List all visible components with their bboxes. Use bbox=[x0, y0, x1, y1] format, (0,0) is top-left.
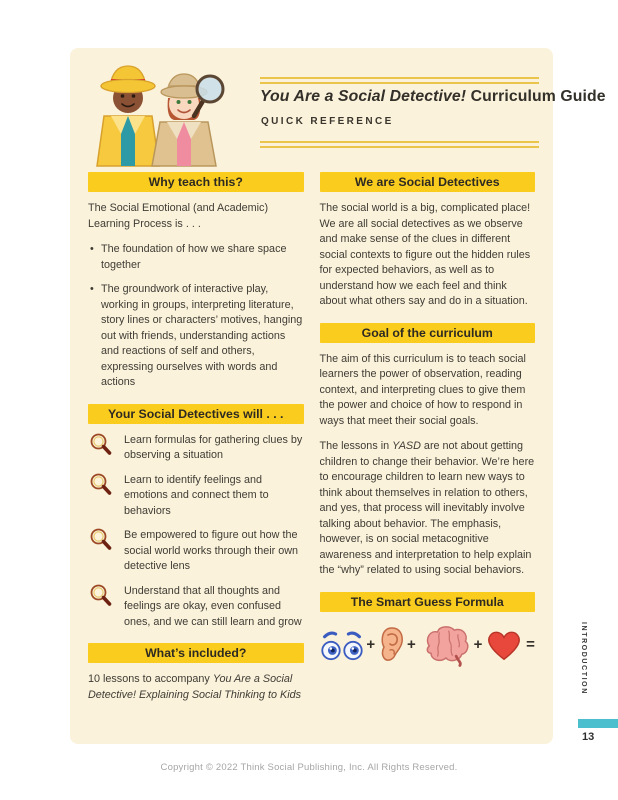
section-header-goal: Goal of the curriculum bbox=[320, 323, 536, 343]
plus-sign: + bbox=[366, 636, 376, 653]
chapter-side-label: INTRODUCTION bbox=[580, 622, 587, 695]
right-column bbox=[320, 172, 536, 713]
section-header-we-are-detectives: We are Social Detectives bbox=[320, 172, 536, 192]
goal-p2-abbrev: YASD bbox=[392, 440, 421, 452]
left-column bbox=[88, 172, 304, 713]
page-header bbox=[70, 48, 606, 172]
goal-paragraph-2 bbox=[320, 439, 536, 579]
page-subtitle: QUICK REFERENCE bbox=[261, 116, 394, 127]
content-columns bbox=[70, 172, 553, 713]
page-number: 13 bbox=[582, 731, 595, 743]
section-header-detectives-will: Your Social Detectives will . . . bbox=[88, 404, 304, 424]
eyes-icon bbox=[320, 628, 364, 662]
magnifying-glass-icon bbox=[88, 583, 114, 609]
section-header-why-teach-this: Why teach this? bbox=[88, 172, 304, 192]
goal-p2-suffix: are not about getting children to change their behavior. We’re here to encourage children to learn new ways to think about themselves in relation to others, and yes, that process will inevitably involve talking about behavior. The emphasis, however, is on social metacognitive awareness and interpretation to help explain the “why” related to using social behaviors. bbox=[319, 440, 535, 576]
bullet-item: • The foundation of how we share space together bbox=[88, 242, 304, 273]
section-header-whats-included: What’s included? bbox=[88, 643, 304, 663]
heart-icon bbox=[485, 627, 523, 663]
we-are-detectives-text: The social world is a big, complicated place! We are all social detectives as we observe and make sense of the clues in different social contexts to figure out the hidden rules for expected behaviors, as well as to understand how we each feel and think about what others say and do in a situation. bbox=[319, 202, 531, 307]
detective-skill-item bbox=[88, 473, 304, 520]
copyright-notice: Copyright © 2022 Think Social Publishing, Inc. All Rights Reserved. bbox=[160, 762, 458, 773]
bullet-item: • The groundwork of interactive play, working in groups, interpreting literature, story lines or characters’ motives, hanging out with friends, understanding actions and reactions of self and others, expressing ourselves with words and actions bbox=[88, 282, 304, 391]
decorative-rule-top bbox=[260, 77, 539, 87]
why-teach-bullet-list bbox=[88, 242, 304, 391]
goal-p2-prefix: The lessons in bbox=[319, 440, 393, 452]
title-suffix: Curriculum Guide bbox=[466, 88, 606, 105]
detective-skill-item bbox=[88, 584, 304, 631]
detective-skill-item bbox=[88, 433, 304, 464]
included-prefix: 10 lessons to accompany bbox=[88, 673, 213, 685]
brain-icon bbox=[419, 623, 471, 667]
plus-sign: + bbox=[406, 636, 416, 653]
whats-included-text bbox=[88, 672, 304, 703]
magnifying-glass-icon bbox=[88, 472, 114, 498]
decorative-rule-bottom bbox=[260, 141, 539, 151]
goal-paragraph-1: The aim of this curriculum is to teach social learners the power of observation, reading context, and interpreting clues to give them the power and choice of how to respond in ways that meet their social goals. bbox=[319, 352, 526, 427]
equals-sign: = bbox=[526, 636, 535, 653]
included-book-title: You Are a Social Detective! Explaining Social Thinking to Kids bbox=[88, 673, 302, 701]
magnifying-glass-icon bbox=[88, 527, 114, 553]
magnifying-glass-icon bbox=[88, 432, 114, 458]
section-header-smart-guess: The Smart Guess Formula bbox=[320, 592, 536, 612]
plus-sign: + bbox=[473, 636, 483, 653]
ear-icon bbox=[378, 626, 404, 664]
page-title bbox=[260, 88, 606, 106]
detectives-illustration bbox=[76, 54, 256, 168]
why-teach-intro: The Social Emotional (and Academic) Learning Process is . . . bbox=[88, 202, 269, 230]
title-book-name: You Are a Social Detective! bbox=[260, 88, 467, 105]
detective-skill-text: Learn to identify feelings and emotions and connect them to behaviors bbox=[124, 473, 269, 517]
smart-guess-formula bbox=[320, 621, 536, 669]
detective-skill-text: Understand that all thoughts and feelings are okay, even confused ones, and we can still learn and grow bbox=[124, 584, 302, 628]
detective-skill-item bbox=[88, 528, 304, 575]
chapter-accent-bar bbox=[578, 719, 618, 728]
detective-skill-text: Learn formulas for gathering clues by observing a situation bbox=[124, 433, 303, 461]
detective-skill-text: Be empowered to figure out how the social world works through their own detective lens bbox=[124, 529, 299, 572]
